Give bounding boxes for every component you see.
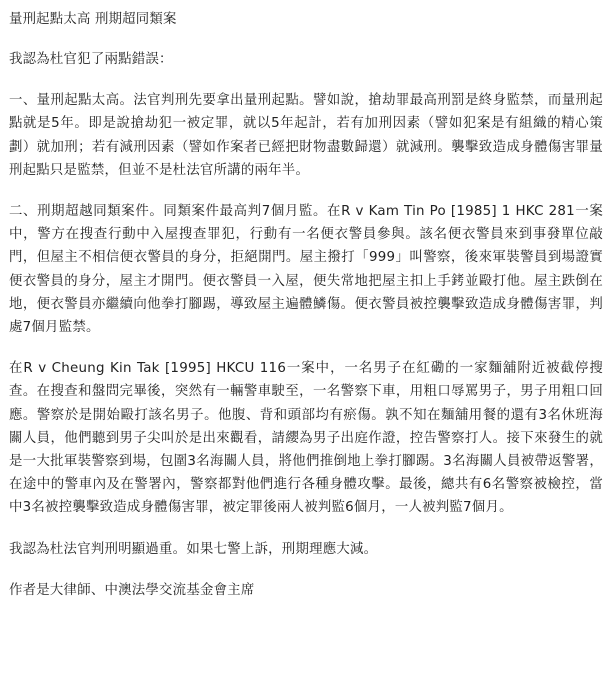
paragraph-intro: 我認為杜官犯了兩點錯誤： <box>9 52 173 67</box>
author-note: 作者是大律師、中澳法學交流基金會主席 <box>9 582 255 598</box>
paragraph-case-cheung: 在R v Cheung Kin Tak [1995] HKCU 116一案中，一名男子在紅磡的一家麵舖附近被截停搜查。在搜查和盤問完畢後，突然有一輛警車駛至，一名警察下車，用粗口辱罵男子，男子用粗口回應。警察於是開始毆打該名男子。他腹、背和頭部均有瘀傷。孰不知在麵舖用餐的還有3名休班海關人員，他們聽到男子尖叫於是出來觀看，請纓為男子出庭作證，控告警察打人。接下來發生的就是一大批軍裝警察到場，包圍3名海關人員，將他們推倒地上拳打腳踢。3名海關人員被帶返警署，在途中的警車內及在警署內，警察都對他們進行各種身體攻擊。最後，總共有6名警察被檢控，當中3名被控襲擊致造成身體傷害罪，被定罪後兩人被判監6個月，一人被判監7個月。 <box>9 361 603 516</box>
paragraph-conclusion: 我認為杜法官判刑明顯過重。如果七警上訴，刑期理應大減。 <box>9 541 378 557</box>
article-title: 量刑起點太高 刑期超同類案 <box>9 12 177 27</box>
paragraph-point-one: 一、量刑起點太高。法官判刑先要拿出量刑起點。譬如說，搶劫罪最高刑罰是終身監禁，而量刑起點就是5年。即是說搶劫犯一被定罪，就以5年起計，若有加刑因素（譬如犯案是有組織的精心策劃）就加刑；若有減刑因素（譬如作案者已經把財物盡數歸還）就減刑。襲擊致造成身體傷害罪量刑起點只是監禁，但並不是杜法官所講的兩年半。 <box>9 93 603 178</box>
paragraph-point-two: 二、刑期超越同類案件。同類案件最高判7個月監。在R v Kam Tin Po [1985] 1 HKC 281一案中，警方在搜查行動中入屋搜查罪犯，行動有一名便衣警員參與。該名便衣警員來到事發單位敲門，但屋主不相信便衣警員的身分，拒絕開門。屋主撥打「999」叫警察，後來軍裝警員到場證實便衣警員的身分，屋主才開門。便衣警員一入屋，便失常地把屋主扣上手銬並毆打他。屋主跌倒在地，便衣警員亦繼續向他拳打腳踢，導致屋主遍體鱗傷。便衣警員被控襲擊致造成身體傷害罪，判處7個月監禁。 <box>9 204 603 336</box>
